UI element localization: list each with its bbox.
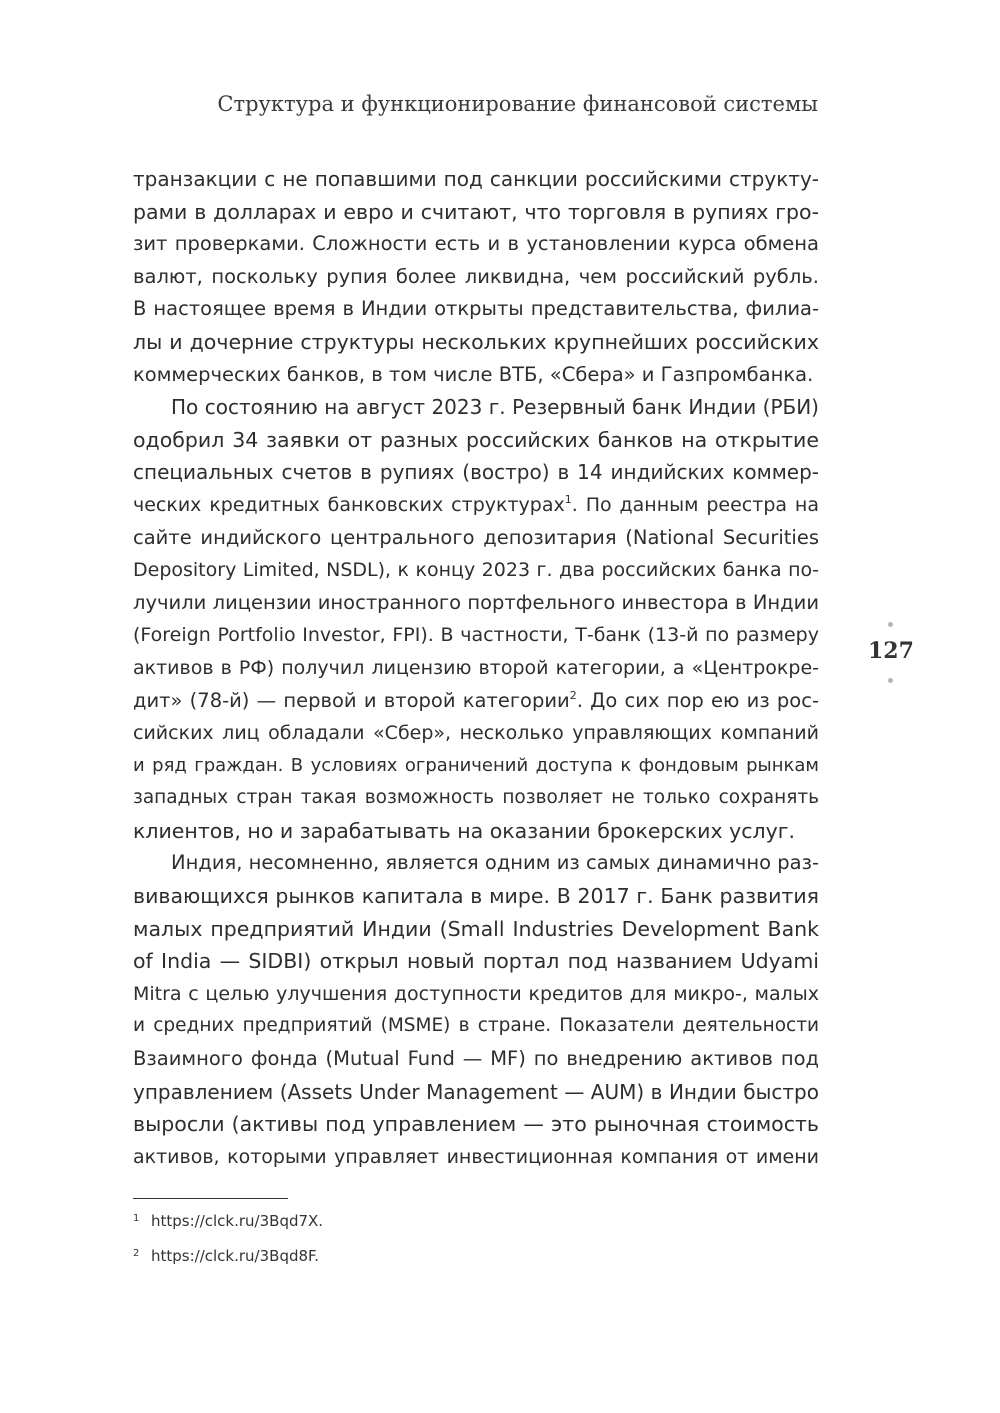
text-line: валют, поскольку рупия более ликвидна, чем российский рубль. bbox=[133, 264, 819, 288]
text-line: зит проверками. Сложности есть и в установлении курса обмена bbox=[133, 232, 819, 256]
footnote-ref-2[interactable]: 2 bbox=[569, 688, 577, 702]
text-line: коммерческих банков, в том числе ВТБ, «Сбера» и Газпромбанка. bbox=[133, 362, 814, 386]
text-segment: ческих кредитных банковских структурах bbox=[133, 493, 565, 516]
footnote-1 bbox=[133, 1212, 323, 1230]
text-line: и средних предприятий (MSME) в стране. Показатели деятельности bbox=[133, 1015, 819, 1037]
text-line: транзакции с не попавшими под санкции российскими структу- bbox=[133, 167, 819, 191]
text-line: западных стран такая возможность позволяет не только сохранять bbox=[133, 787, 819, 809]
text-line: активов, которыми управляет инвестиционная компания от имени bbox=[133, 1145, 819, 1168]
text-line: Mitra с целью улучшения доступности кредитов для микро-, малых bbox=[133, 982, 819, 1005]
footnote-2 bbox=[133, 1247, 319, 1265]
footnote-mark: 1 bbox=[133, 1213, 140, 1224]
text-line: По состоянию на август 2023 г. Резервный банк Индии (РБИ) bbox=[171, 395, 819, 420]
text-line: управлением (Assets Under Management — AUM) в Индии быстро bbox=[133, 1079, 819, 1104]
text-line: В настоящее время в Индии открыты представительства, филиа- bbox=[133, 297, 819, 321]
page-number: 127 bbox=[868, 638, 914, 664]
text-segment: дит» (78-й) — первой и второй категории bbox=[133, 688, 570, 712]
text-line: сайте индийского центрального депозитария (National Securities bbox=[133, 525, 819, 549]
text-line-with-footnote bbox=[133, 685, 819, 718]
footnote-mark: 2 bbox=[133, 1248, 140, 1259]
text-line: выросли (активы под управлением — это рыночная стоимость bbox=[133, 1112, 819, 1137]
footnote-ref-1[interactable]: 1 bbox=[564, 492, 572, 506]
text-line: Depository Limited, NSDL), к концу 2023 г. два российских банка по- bbox=[133, 559, 819, 582]
text-line: малых предприятий Индии (Small Industries Development Bank bbox=[133, 916, 819, 941]
text-line: и ряд граждан. В условиях ограничений доступа к фондовым рынкам bbox=[133, 754, 819, 776]
body-text bbox=[133, 163, 819, 1173]
text-line: Индия, несомненно, является одним из самых динамично раз- bbox=[171, 851, 819, 875]
footnote-link[interactable]: https://clck.ru/3Bqd8F. bbox=[151, 1247, 320, 1265]
text-segment: . По данным реестра на bbox=[571, 493, 819, 516]
text-line: of India — SIDBI) открыл новый портал под названием Udyami bbox=[133, 949, 819, 974]
footnote-separator bbox=[133, 1198, 288, 1199]
text-line: клиентов, но и зарабатывать на оказании брокерских услуг. bbox=[133, 818, 796, 843]
text-line: сийских лиц обладали «Сбер», несколько управляющих компаний bbox=[133, 722, 819, 745]
page-number-dot-icon bbox=[888, 622, 893, 627]
footnote-link[interactable]: https://clck.ru/3Bqd7X. bbox=[151, 1212, 324, 1230]
text-line: лучили лицензии иностранного портфельного инвестора в Индии bbox=[133, 590, 819, 614]
running-title: Структура и функционирование финансовой системы bbox=[217, 92, 818, 116]
text-line: специальных счетов в рупиях (востро) в 14 индийских коммер- bbox=[133, 460, 819, 485]
page-number-dot-icon bbox=[888, 678, 893, 683]
text-line: рами в долларах и евро и считают, что торговля в рупиях гро- bbox=[133, 199, 819, 224]
text-line: лы и дочерние структуры нескольких крупнейших российских bbox=[133, 329, 819, 354]
text-line: Взаимного фонда (Mutual Fund — MF) по внедрению активов под bbox=[133, 1047, 819, 1071]
text-line: одобрил 34 заявки от разных российских банков на открытие bbox=[133, 427, 819, 452]
text-line: (Foreign Portfolio Investor, FPI). В частности, Т-банк (13-й по размеру bbox=[133, 624, 819, 647]
text-line: вивающихся рынков капитала в мире. В 2017 г. Банк развития bbox=[133, 884, 819, 909]
text-line: активов в РФ) получил лицензию второй категории, а «Центрокре- bbox=[133, 656, 819, 679]
text-line-with-footnote bbox=[133, 489, 819, 522]
text-segment: . До сих пор ею из рос- bbox=[576, 688, 819, 712]
